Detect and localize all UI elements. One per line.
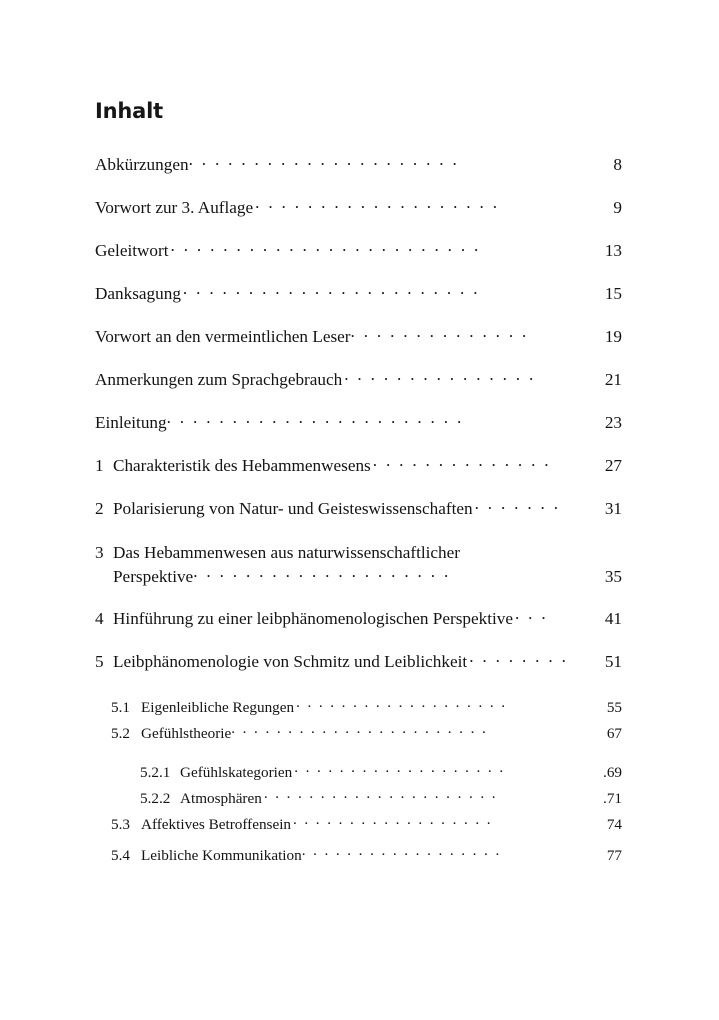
toc-entry-label: Leibphänomenologie von Schmitz und Leiblichkeit [113,652,468,672]
toc-entry[interactable] [95,607,622,629]
toc-entry-label-line-2: Perspektive [113,567,194,587]
dot-leader: .............. [372,454,558,470]
toc-entry-page-number: 77 [606,847,622,865]
toc-entry-number: 5.2.1 [140,764,171,782]
toc-entry-label: Atmosphären [180,790,262,808]
toc-entry-page-number: .71 [603,790,622,808]
toc-entry-label-line-1: Das Hebammenwesen aus naturwissenschaftlicher [113,543,460,562]
toc-entry-label: Gefühlskategorien [180,764,293,782]
toc-entry-number: 5.2 [111,725,130,743]
toc-entry-label: Geleitwort [95,241,169,261]
dot-leader: ................... [296,697,513,712]
dot-leader: ....................... [182,282,487,298]
toc-entry[interactable] [140,788,622,808]
toc-entry[interactable] [95,153,622,175]
toc-entry-number: 2 [95,499,104,519]
toc-entry-number: 4 [95,609,104,629]
toc-entry-number: 5.3 [111,816,130,834]
toc-entry-page-number: 35 [604,567,622,587]
toc-entry[interactable] [95,239,622,261]
toc-entry-page-number: 19 [604,327,622,347]
dot-leader: ..................... [263,788,504,803]
toc-entry[interactable] [95,543,622,587]
toc-entry-page-number: .69 [603,764,622,782]
toc-entry-label: Abkürzungen [95,155,189,175]
toc-entry-label: Gefühlstheorie [141,725,232,743]
dot-leader: .................. [301,845,507,860]
dot-leader: ................... [255,196,506,212]
dot-leader: .................... [193,565,458,581]
page-title: Inhalt [95,99,163,123]
dot-leader: ........................ [170,239,488,255]
toc-entry-page-number: 23 [604,413,622,433]
toc-entry-number: 5 [95,652,104,672]
toc-entry-number: 5.1 [111,699,130,717]
toc-entry[interactable] [95,454,622,476]
toc-entry-label: Hinführung zu einer leibphänomenologischen Perspektive [113,609,513,629]
toc-entry[interactable] [95,650,622,672]
toc-entry[interactable] [140,762,622,782]
toc-entry[interactable] [95,325,622,347]
toc-entry-number: 5.4 [111,847,130,865]
toc-entry-label: Charakteristik des Hebammenwesens [113,456,371,476]
dot-leader: ........ [469,650,575,666]
dot-leader: ..................... [188,153,466,169]
dot-leader: ....................... [166,411,471,427]
toc-entry[interactable] [95,497,622,519]
toc-entry-page-number: 41 [604,609,622,629]
toc-entry[interactable] [111,697,622,717]
dot-leader: ....................... [231,723,494,738]
toc-entry-page-number: 13 [604,241,622,261]
toc-entry[interactable] [95,411,622,433]
toc-entry-page-number: 8 [613,155,622,175]
toc-entry-page-number: 51 [604,652,622,672]
toc-entry[interactable] [111,723,622,743]
toc-entry-label: Einleitung [95,413,167,433]
dot-leader: ............... [344,368,543,384]
dot-leader: ................... [294,762,511,777]
toc-entry[interactable] [95,196,622,218]
toc-entry-label: Affektives Betroffensein [141,816,292,834]
toc-entry-label: Anmerkungen zum Sprachgebrauch [95,370,343,390]
dot-leader: ....... [474,497,567,513]
toc-entry-page-number: 67 [606,725,622,743]
toc-entry-number: 5.2.2 [140,790,171,808]
toc-entry[interactable] [111,814,622,834]
toc-entry-label: Polarisierung von Natur- und Geisteswissenschaften [113,499,473,519]
toc-entry-page-number: 27 [604,456,622,476]
toc-entry-label: Eigenleibliche Regungen [141,699,295,717]
toc-entry-label: Danksagung [95,284,181,304]
toc-entry-label: Vorwort zur 3. Auflage [95,198,254,218]
toc-entry-page-number: 55 [606,699,622,717]
dot-leader: .................. [293,814,499,829]
toc-entry-page-number: 74 [606,816,622,834]
toc-entry-page-number: 21 [604,370,622,390]
toc-entry-page-number: 15 [604,284,622,304]
toc-entry[interactable] [111,845,622,865]
toc-entry-label: Leibliche Kommunikation [141,847,302,865]
toc-entry[interactable] [95,282,622,304]
toc-entry-number: 1 [95,456,104,476]
toc-entry-label: Vorwort an den vermeintlichen Leser [95,327,351,347]
toc-entry-number: 3 [95,543,104,562]
toc-entry-page-number: 9 [613,198,622,218]
dot-leader: ... [514,607,555,623]
toc-entry-page-number: 31 [604,499,622,519]
toc-entry[interactable] [95,368,622,390]
dot-leader: .............. [350,325,536,341]
